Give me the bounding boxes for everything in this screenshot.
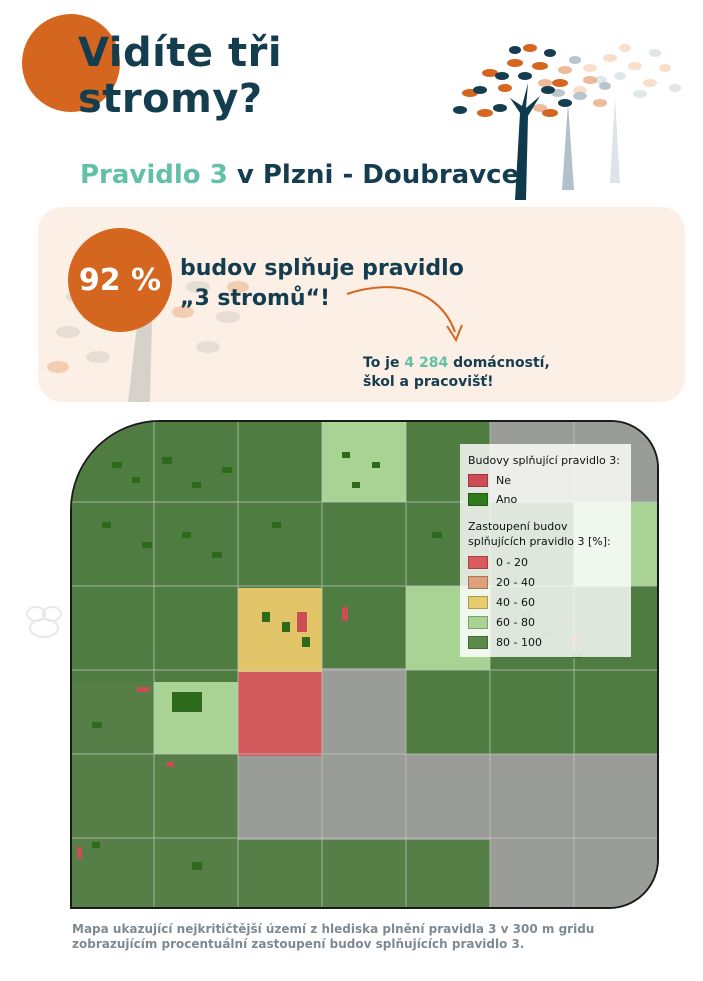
page-subtitle (80, 160, 519, 190)
percent-badge: 92 % (68, 228, 172, 332)
subtitle-location: v Plzni - Doubravce (236, 160, 520, 190)
legend-class-20-40 (468, 574, 535, 590)
legend-label: 20 - 40 (496, 575, 535, 589)
legend-swatch (468, 493, 488, 506)
legend-class-60-80 (468, 614, 535, 630)
households-suffix: domácností, (453, 355, 550, 371)
legend-swatch (468, 616, 488, 629)
bee-icon (14, 600, 74, 650)
legend-item-ano (468, 491, 517, 507)
stat-text: budov splňuje pravidlo „3 stromů“! (180, 256, 464, 311)
legend-buildings-title: Budovy splňující pravidlo 3: (468, 454, 620, 467)
households-line2: škol a pracovišť! (363, 374, 494, 390)
households-number: 4 284 (404, 355, 449, 371)
legend-class-0-20 (468, 554, 528, 570)
curved-arrow-icon (345, 282, 475, 352)
legend-label: 80 - 100 (496, 635, 542, 649)
legend-label: 40 - 60 (496, 595, 535, 609)
legend-swatch (468, 474, 488, 487)
legend-label: 0 - 20 (496, 555, 528, 569)
legend-share-title-2: splňujících pravidlo 3 [%]: (468, 535, 611, 548)
page-title: Vidíte tři stromy? (78, 30, 283, 122)
legend-share-title-1: Zastoupení budov (468, 520, 568, 533)
legend-swatch (468, 596, 488, 609)
legend-class-40-60 (468, 594, 535, 610)
map-legend (460, 444, 631, 657)
legend-class-80-100 (468, 634, 542, 650)
legend-swatch (468, 576, 488, 589)
legend-swatch (468, 556, 488, 569)
subtitle-rule: Pravidlo 3 (80, 160, 228, 190)
legend-item-ne (468, 472, 511, 488)
map-caption: Mapa ukazující nejkritičtější území z hlediska plnění pravidla 3 v 300 m gridu zobrazujícím procentuální zastoupení budov splňujících pravidlo 3. (72, 922, 595, 951)
households-stat (363, 354, 550, 392)
households-prefix: To je (363, 355, 400, 371)
legend-swatch (468, 636, 488, 649)
legend-label: 60 - 80 (496, 615, 535, 629)
legend-label: Ano (496, 492, 518, 506)
legend-label: Ne (496, 473, 511, 487)
